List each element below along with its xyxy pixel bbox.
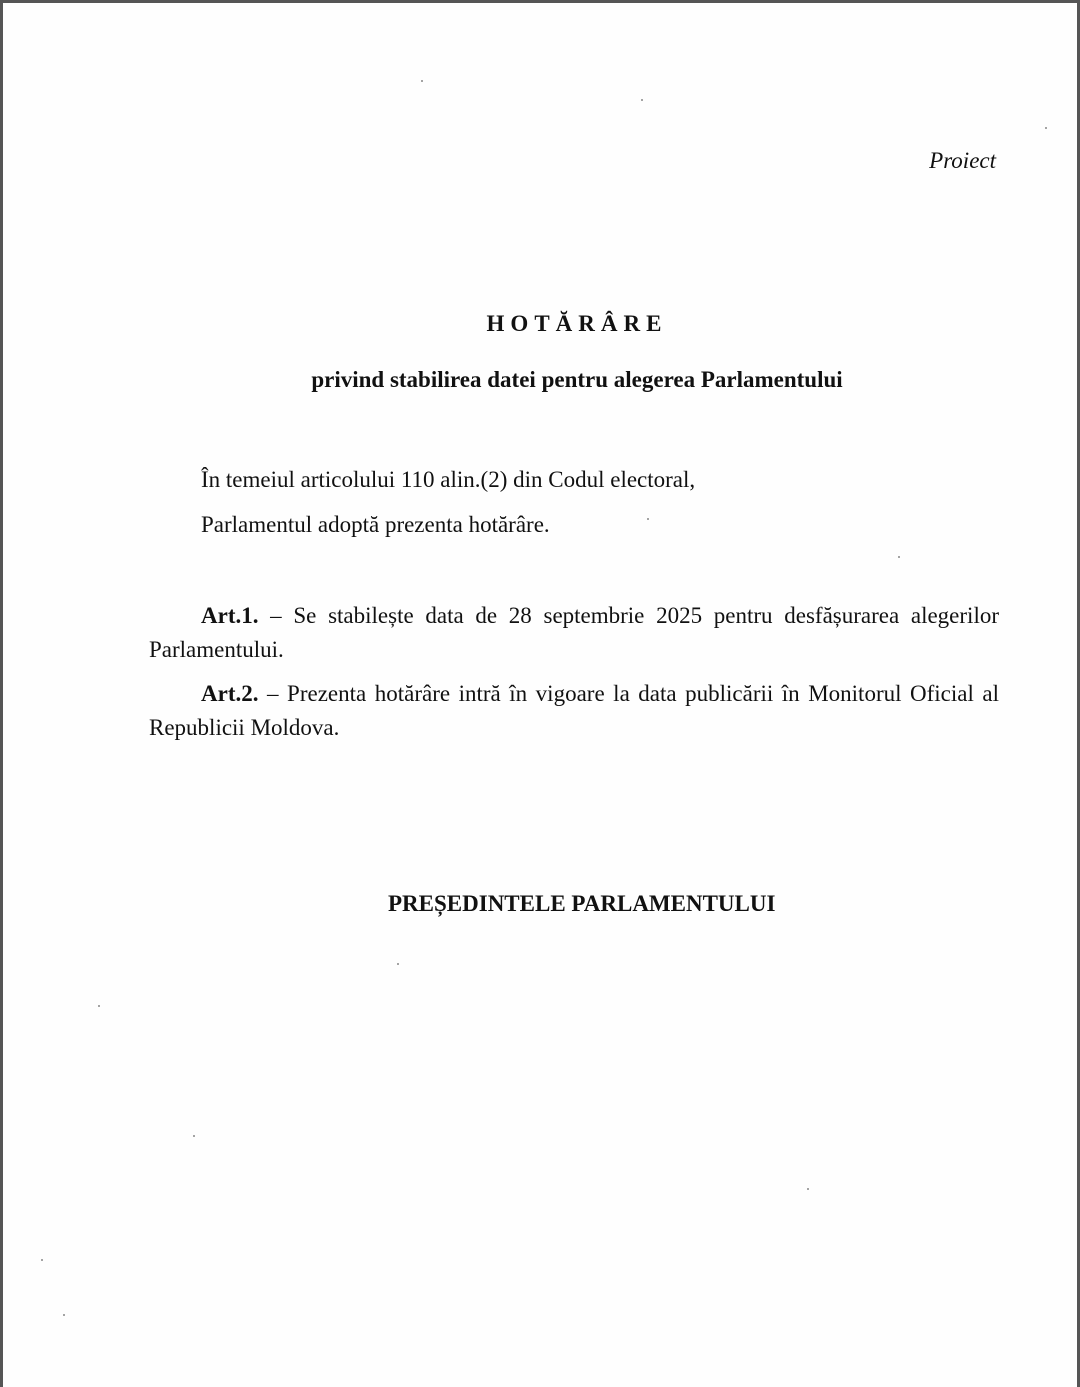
article-2-text: – Prezenta hotărâre intră în vigoare la data publicării în Monitorul Oficial al Republicii Moldova. xyxy=(149,681,999,740)
scan-speck xyxy=(193,1135,195,1137)
article-1-label: Art.1. xyxy=(201,603,259,628)
article-2-label: Art.2. xyxy=(201,681,259,706)
scan-speck xyxy=(98,1005,100,1007)
article-1-text: – Se stabilește data de 28 septembrie 2025 pentru desfășurarea alegerilor Parlamentului. xyxy=(149,603,999,662)
scan-speck xyxy=(647,518,649,520)
scan-speck xyxy=(898,556,900,558)
signature-title: PREȘEDINTELE PARLAMENTULUI xyxy=(388,891,776,916)
document-subtitle: privind stabilirea datei pentru alegerea Parlamentului xyxy=(311,367,843,392)
scan-speck xyxy=(397,963,399,965)
preamble-line-2: Parlamentul adoptă prezenta hotărâre. xyxy=(201,512,550,537)
scan-speck xyxy=(63,1314,65,1316)
scan-speck xyxy=(807,1188,809,1190)
article-2 xyxy=(149,677,999,745)
scan-speck xyxy=(41,1259,43,1261)
document-title: HOTĂRÂRE xyxy=(486,311,668,336)
window-top-edge xyxy=(0,0,1080,2)
scan-speck xyxy=(421,80,423,82)
article-1 xyxy=(149,599,999,667)
scan-speck xyxy=(641,99,643,101)
draft-label: Proiect xyxy=(929,148,996,173)
scan-speck xyxy=(1045,127,1047,129)
preamble-line-1: În temeiul articolului 110 alin.(2) din Codul electoral, xyxy=(201,467,696,492)
